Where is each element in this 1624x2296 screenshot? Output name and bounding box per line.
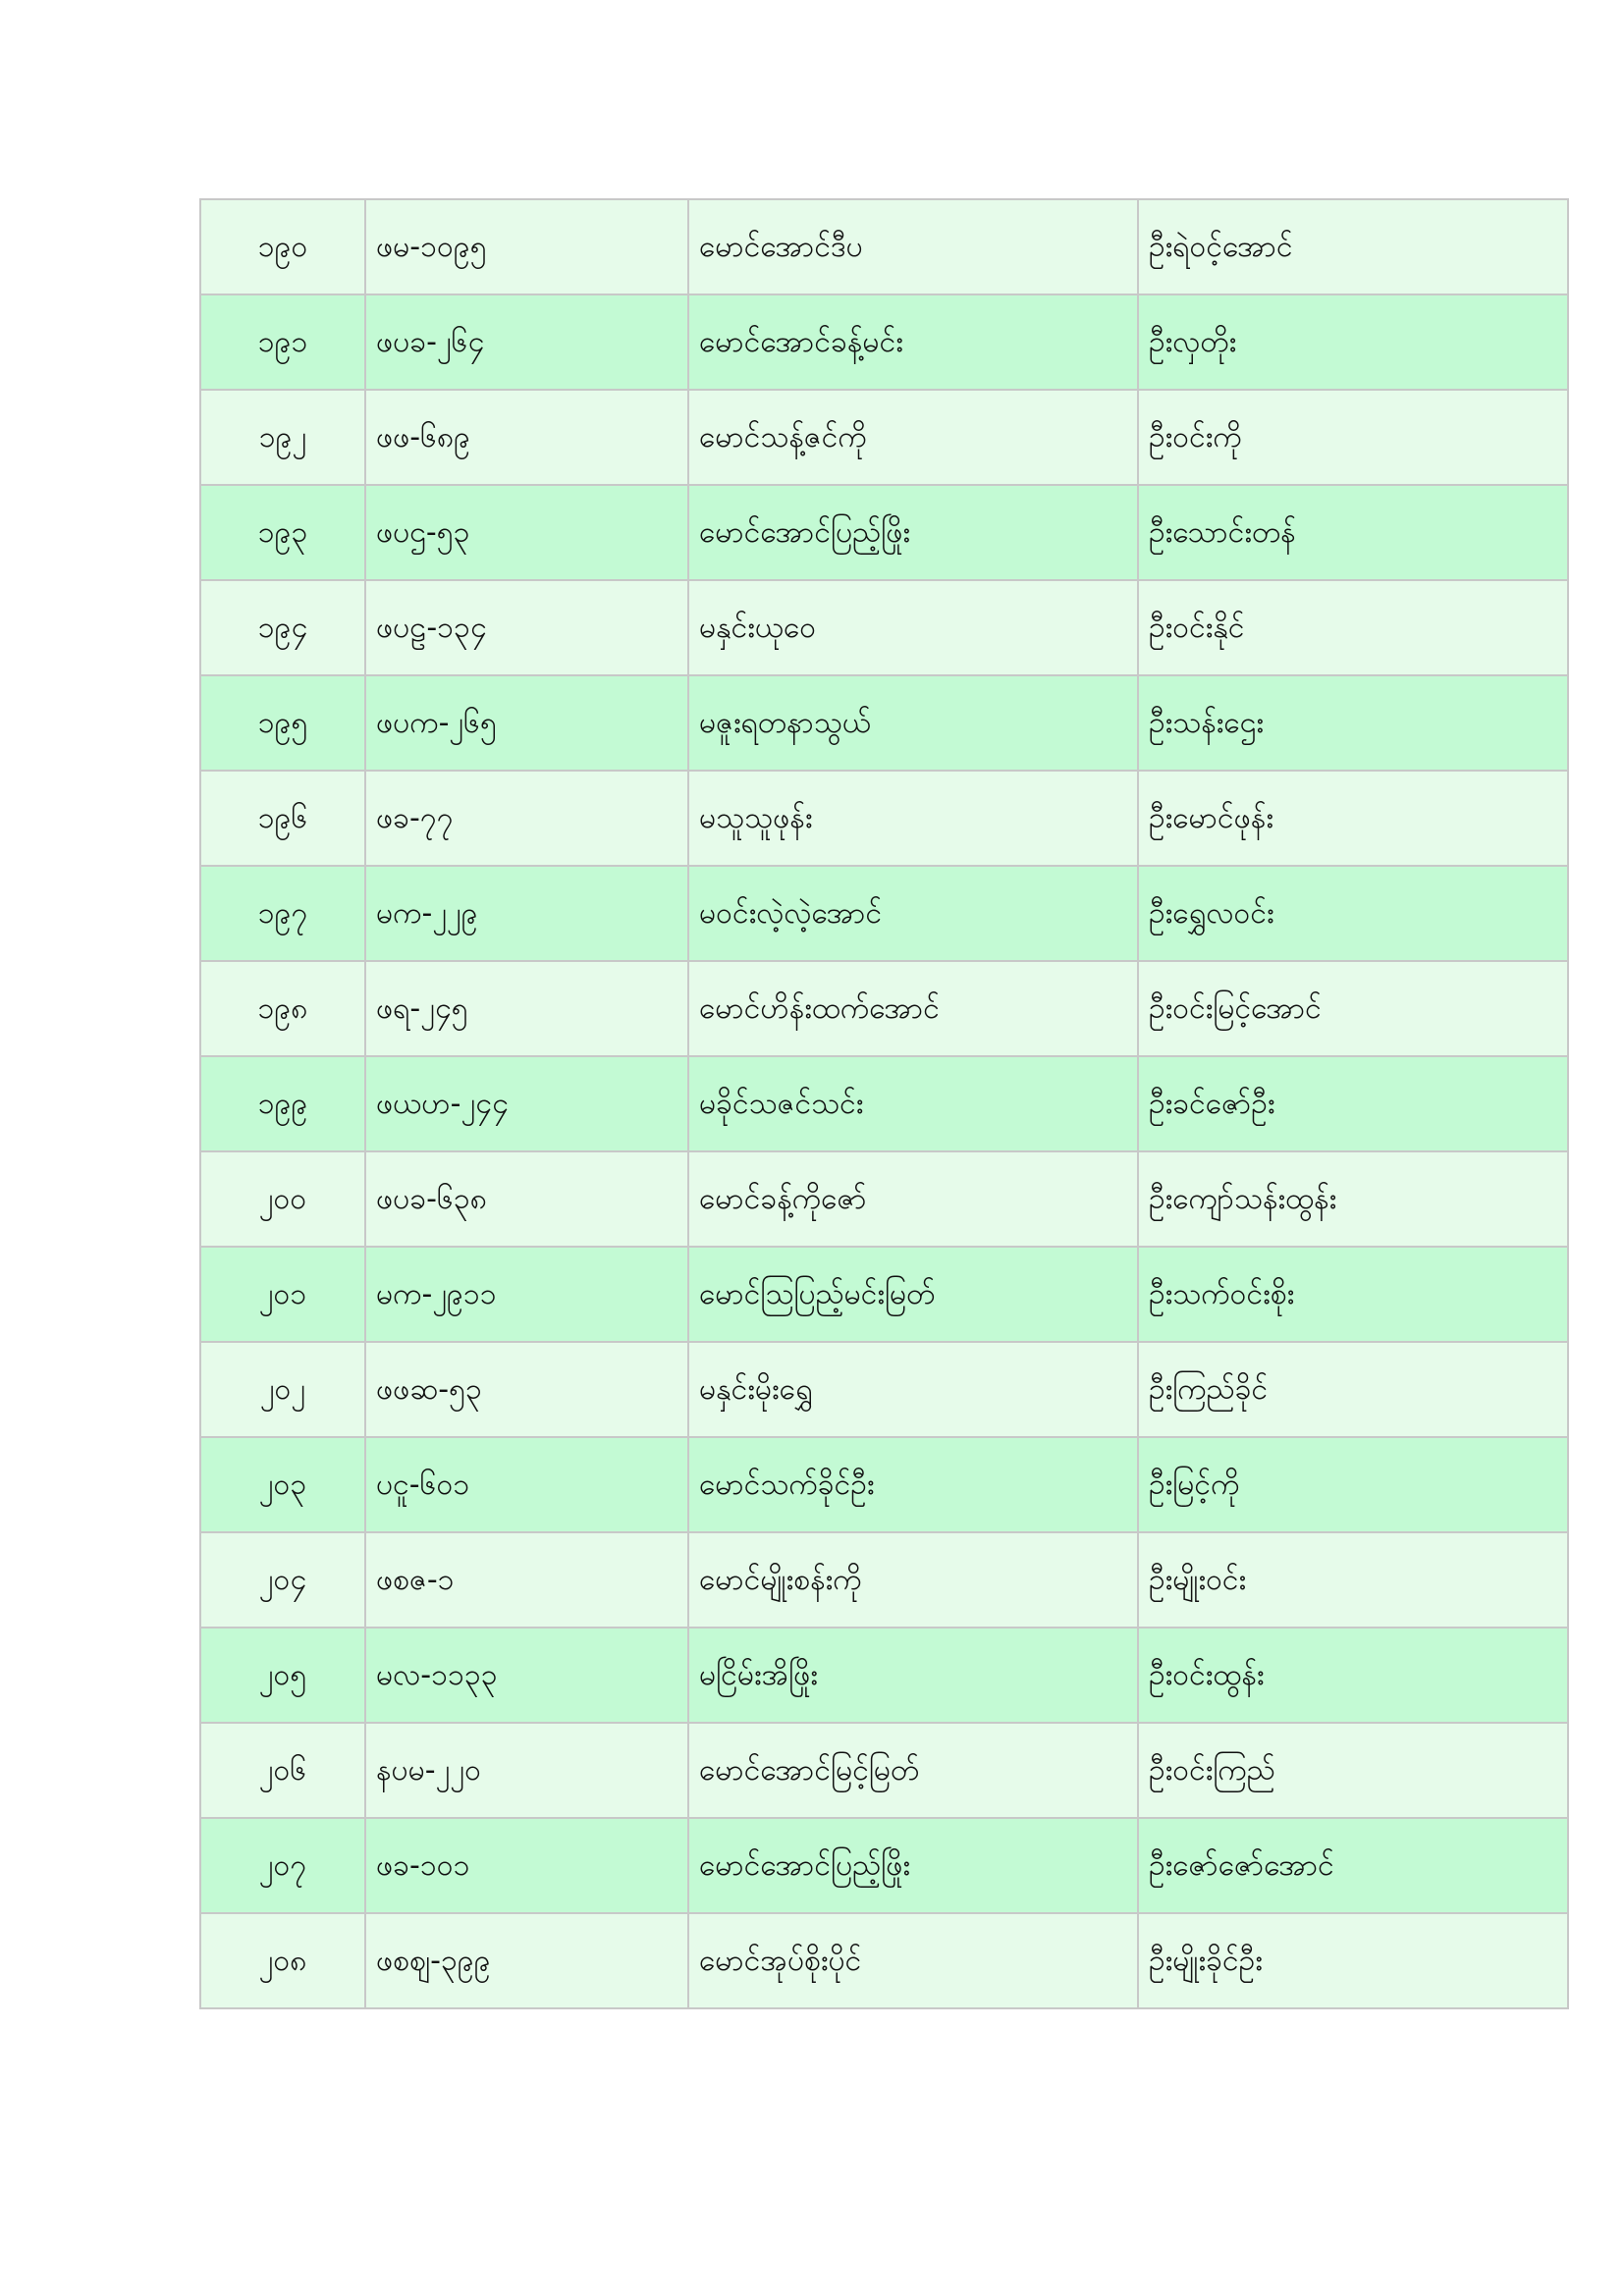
cell-father-name: ဦးဝင်းကြည် — [1138, 1723, 1568, 1818]
cell-father-name: ဦးဝင်းမြင့်အောင် — [1138, 961, 1568, 1056]
cell-registration-id: ပငူ-၆၀၁ — [365, 1437, 688, 1532]
table-row — [200, 1247, 1568, 1342]
table-row — [200, 390, 1568, 485]
table-row — [200, 1532, 1568, 1628]
cell-father-name: ဦးမောင်ဖုန်း — [1138, 771, 1568, 866]
cell-number: ၁၉၄ — [200, 580, 365, 675]
cell-registration-id: မလ-၁၁၃၃ — [365, 1628, 688, 1723]
cell-father-name: ဦးဝင်းထွန်း — [1138, 1628, 1568, 1723]
cell-number: ၂၀၂ — [200, 1342, 365, 1437]
table-row — [200, 1913, 1568, 2008]
cell-father-name: ဦးသောင်းတန် — [1138, 485, 1568, 580]
cell-student-name: မဝင်းလဲ့လဲ့အောင် — [688, 866, 1138, 961]
cell-father-name: ဦးဇော်ဇော်အောင် — [1138, 1818, 1568, 1913]
cell-number: ၂၀၀ — [200, 1151, 365, 1247]
cell-registration-id: နပမ-၂၂၀ — [365, 1723, 688, 1818]
cell-student-name: မောင်မျိုးစန်းကို — [688, 1532, 1138, 1628]
table-row — [200, 1818, 1568, 1913]
cell-number: ၁၉၈ — [200, 961, 365, 1056]
table-row — [200, 1151, 1568, 1247]
table-row — [200, 771, 1568, 866]
cell-student-name: မောင်သန့်ဇင်ကို — [688, 390, 1138, 485]
cell-father-name: ဦးဝင်းနိုင် — [1138, 580, 1568, 675]
cell-father-name: ဦးခင်ဇော်ဦး — [1138, 1056, 1568, 1151]
cell-father-name: ဦးကျော်သန်းထွန်း — [1138, 1151, 1568, 1247]
cell-student-name: မသူသူဖုန်း — [688, 771, 1138, 866]
cell-number: ၁၉၆ — [200, 771, 365, 866]
cell-registration-id: ဖပဠ-၁၃၄ — [365, 580, 688, 675]
table-body — [200, 199, 1568, 2008]
table-row — [200, 294, 1568, 390]
cell-registration-id: ဖခ-၇၇ — [365, 771, 688, 866]
table-row — [200, 866, 1568, 961]
cell-student-name: မောင်ဟိန်းထက်အောင် — [688, 961, 1138, 1056]
cell-registration-id: ဖပခ-၂၆၄ — [365, 294, 688, 390]
cell-number: ၁၉၀ — [200, 199, 365, 294]
table-row — [200, 1628, 1568, 1723]
cell-student-name: မဇူးရတနာသွယ် — [688, 675, 1138, 771]
cell-number: ၁၉၂ — [200, 390, 365, 485]
cell-student-name: မောင်အောင်ခန့်မင်း — [688, 294, 1138, 390]
student-list-table — [199, 198, 1569, 2009]
cell-number: ၂၀၃ — [200, 1437, 365, 1532]
cell-number: ၁၉၇ — [200, 866, 365, 961]
cell-father-name: ဦးလှတိုး — [1138, 294, 1568, 390]
cell-father-name: ဦးမြင့်ကို — [1138, 1437, 1568, 1532]
cell-student-name: မောင်ဩပြည့်မင်းမြတ် — [688, 1247, 1138, 1342]
cell-registration-id: မက-၂၂၉ — [365, 866, 688, 961]
cell-registration-id: ဖပခ-၆၃၈ — [365, 1151, 688, 1247]
cell-student-name: မခိုင်သဇင်သင်း — [688, 1056, 1138, 1151]
cell-father-name: ဦးရဲဝင့်အောင် — [1138, 199, 1568, 294]
cell-number: ၁၉၉ — [200, 1056, 365, 1151]
cell-father-name: ဦးဝင်းကို — [1138, 390, 1568, 485]
table-row — [200, 1342, 1568, 1437]
cell-student-name: မောင်သက်ခိုင်ဦး — [688, 1437, 1138, 1532]
cell-registration-id: ဖစဈ-၃၉၉ — [365, 1913, 688, 2008]
cell-father-name: ဦးမျိုးခိုင်ဦး — [1138, 1913, 1568, 2008]
cell-student-name: မောင်အုပ်စိုးပိုင် — [688, 1913, 1138, 2008]
table-row — [200, 1437, 1568, 1532]
cell-father-name: ဦးမျိုးဝင်း — [1138, 1532, 1568, 1628]
cell-number: ၂၀၈ — [200, 1913, 365, 2008]
table-row — [200, 199, 1568, 294]
cell-registration-id: မက-၂၉၁၁ — [365, 1247, 688, 1342]
cell-number: ၁၉၃ — [200, 485, 365, 580]
cell-student-name: မောင်အောင်မြင့်မြတ် — [688, 1723, 1138, 1818]
cell-registration-id: ဖဖဆ-၅၃ — [365, 1342, 688, 1437]
cell-registration-id: ဖစဇ-၁ — [365, 1532, 688, 1628]
cell-number: ၂၀၆ — [200, 1723, 365, 1818]
table-row — [200, 1723, 1568, 1818]
cell-student-name: မနှင်းမိုးရွှေ — [688, 1342, 1138, 1437]
cell-student-name: မောင်အောင်ပြည့်ဖြိုး — [688, 1818, 1138, 1913]
cell-student-name: မငြိမ်းအိဖြိုး — [688, 1628, 1138, 1723]
cell-registration-id: ဖပဌ-၅၃ — [365, 485, 688, 580]
table-row — [200, 675, 1568, 771]
table-row — [200, 485, 1568, 580]
cell-number: ၂၀၁ — [200, 1247, 365, 1342]
cell-father-name: ဦးရွှေလဝင်း — [1138, 866, 1568, 961]
cell-registration-id: ဖမ-၁၀၉၅ — [365, 199, 688, 294]
table-row — [200, 1056, 1568, 1151]
cell-registration-id: ဖခ-၁၀၁ — [365, 1818, 688, 1913]
cell-number: ၁၉၁ — [200, 294, 365, 390]
cell-registration-id: ဖဖ-၆၈၉ — [365, 390, 688, 485]
cell-registration-id: ဖယဟ-၂၄၄ — [365, 1056, 688, 1151]
cell-student-name: မောင်အောင်ပြည့်ဖြိုး — [688, 485, 1138, 580]
cell-registration-id: ဖပက-၂၆၅ — [365, 675, 688, 771]
cell-father-name: ဦးသက်ဝင်းစိုး — [1138, 1247, 1568, 1342]
cell-student-name: မနှင်းယုဝေ — [688, 580, 1138, 675]
cell-student-name: မောင်အောင်ဒီပ — [688, 199, 1138, 294]
cell-number: ၂၀၇ — [200, 1818, 365, 1913]
cell-student-name: မောင်ခန့်ကိုဇော် — [688, 1151, 1138, 1247]
cell-number: ၁၉၅ — [200, 675, 365, 771]
cell-registration-id: ဖရ-၂၄၅ — [365, 961, 688, 1056]
cell-number: ၂၀၅ — [200, 1628, 365, 1723]
cell-number: ၂၀၄ — [200, 1532, 365, 1628]
table-row — [200, 580, 1568, 675]
cell-father-name: ဦးကြည်ခိုင် — [1138, 1342, 1568, 1437]
cell-father-name: ဦးသန်းဌေး — [1138, 675, 1568, 771]
table-row — [200, 961, 1568, 1056]
